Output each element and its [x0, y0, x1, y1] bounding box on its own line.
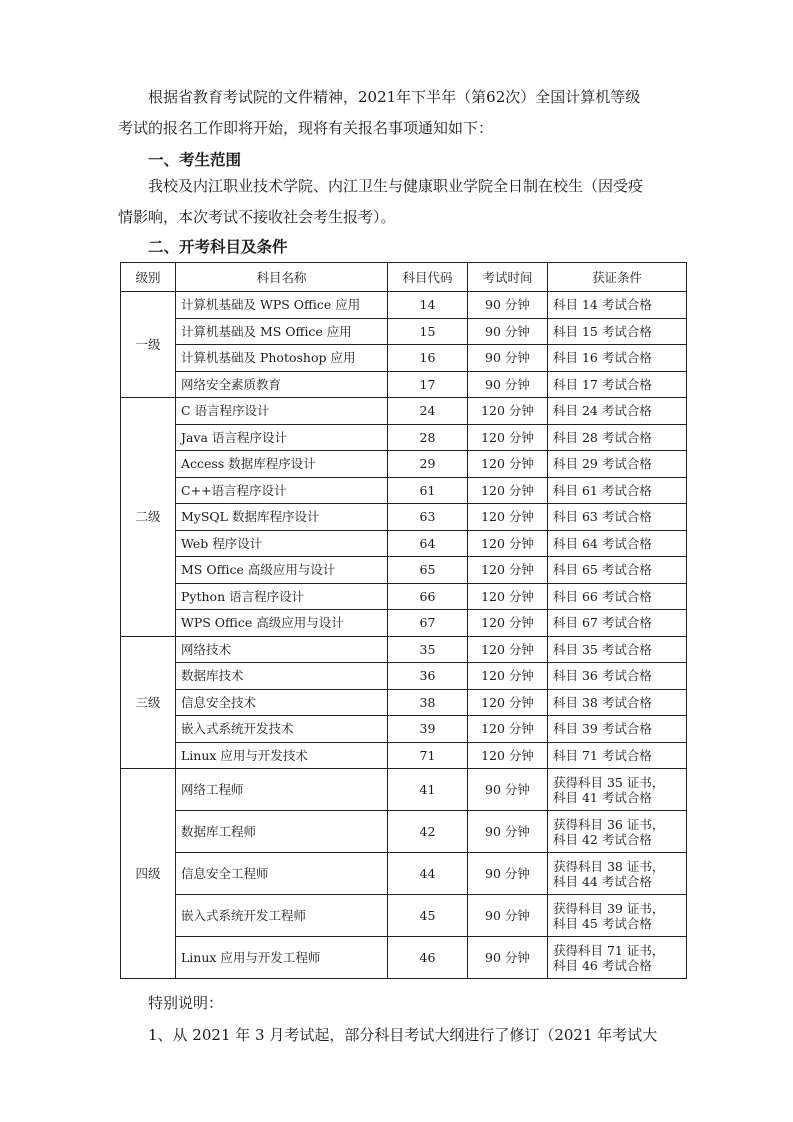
- exam-time-cell: 120 分钟: [468, 557, 548, 584]
- condition-cell: 科目 38 考试合格: [548, 689, 687, 716]
- condition-cell: 科目 16 考试合格: [548, 345, 687, 372]
- table-row: [121, 636, 687, 663]
- notes-item-1: 1、从 2021 年 3 月考试起，部分科目考试大纲进行了修订（2021 年考试大: [148, 1026, 658, 1044]
- subject-code-cell: 36: [388, 663, 468, 690]
- table-row: [121, 853, 687, 895]
- condition-cell: [548, 769, 687, 811]
- subject-code-cell: 66: [388, 583, 468, 610]
- subject-name-cell: 信息安全工程师: [176, 853, 388, 895]
- subject-code-cell: 64: [388, 530, 468, 557]
- exam-time-cell: 120 分钟: [468, 583, 548, 610]
- table-row: [121, 477, 687, 504]
- exam-time-cell: 120 分钟: [468, 530, 548, 557]
- exam-time-cell: 90 分钟: [468, 345, 548, 372]
- exam-time-cell: 120 分钟: [468, 504, 548, 531]
- subject-code-cell: 45: [388, 895, 468, 937]
- condition-line-1: 获得科目 38 证书，: [553, 858, 665, 874]
- subject-code-cell: 71: [388, 742, 468, 769]
- subject-code-cell: 14: [388, 292, 468, 319]
- subject-code-cell: 46: [388, 937, 468, 979]
- condition-cell: 科目 61 考试合格: [548, 477, 687, 504]
- table-row: [121, 663, 687, 690]
- subject-code-cell: 16: [388, 345, 468, 372]
- condition-line-2: 科目 41 考试合格: [553, 789, 652, 805]
- subject-name-cell: Python 语言程序设计: [176, 583, 388, 610]
- subject-code-cell: 35: [388, 636, 468, 663]
- condition-cell: 科目 65 考试合格: [548, 557, 687, 584]
- intro-line-1: 根据省教育考试院的文件精神，2021年下半年（第62次）全国计算机等级: [148, 88, 641, 106]
- condition-line-2: 科目 42 考试合格: [553, 831, 652, 847]
- intro-line-2: 考试的报名工作即将开始，现将有关报名事项通知如下：: [118, 119, 494, 137]
- exam-time-cell: 120 分钟: [468, 716, 548, 743]
- section-1-line-1: 我校及内江职业技术学院、内江卫生与健康职业学院全日制在校生（因受疫: [148, 177, 644, 195]
- condition-cell: 科目 67 考试合格: [548, 610, 687, 637]
- subject-name-cell: 信息安全技术: [176, 689, 388, 716]
- table-row: [121, 610, 687, 637]
- exam-time-cell: 90 分钟: [468, 371, 548, 398]
- exam-time-cell: 120 分钟: [468, 610, 548, 637]
- table-row: [121, 398, 687, 425]
- subject-name-cell: Linux 应用与开发技术: [176, 742, 388, 769]
- exam-time-cell: 120 分钟: [468, 424, 548, 451]
- condition-line-2: 科目 46 考试合格: [553, 957, 652, 973]
- exam-time-cell: 120 分钟: [468, 742, 548, 769]
- subject-code-cell: 42: [388, 811, 468, 853]
- exam-time-cell: 90 分钟: [468, 292, 548, 319]
- subject-name-cell: 数据库技术: [176, 663, 388, 690]
- condition-cell: 科目 36 考试合格: [548, 663, 687, 690]
- subject-code-cell: 38: [388, 689, 468, 716]
- subject-name-cell: Access 数据库程序设计: [176, 451, 388, 478]
- subject-name-cell: WPS Office 高级应用与设计: [176, 610, 388, 637]
- condition-cell: [548, 853, 687, 895]
- subject-name-cell: 网络技术: [176, 636, 388, 663]
- table-row: [121, 424, 687, 451]
- table-row: [121, 504, 687, 531]
- table-header-row: [121, 263, 687, 292]
- condition-cell: 科目 28 考试合格: [548, 424, 687, 451]
- exam-time-cell: 120 分钟: [468, 398, 548, 425]
- condition-cell: 科目 66 考试合格: [548, 583, 687, 610]
- condition-cell: [548, 895, 687, 937]
- table-row: [121, 716, 687, 743]
- condition-cell: 科目 39 考试合格: [548, 716, 687, 743]
- table-row: [121, 557, 687, 584]
- condition-cell: 科目 63 考试合格: [548, 504, 687, 531]
- condition-cell: 科目 17 考试合格: [548, 371, 687, 398]
- subject-code-cell: 39: [388, 716, 468, 743]
- intro-paragraph: [118, 82, 690, 144]
- subject-code-cell: 67: [388, 610, 468, 637]
- subject-name-cell: 计算机基础及 MS Office 应用: [176, 318, 388, 345]
- condition-cell: 科目 29 考试合格: [548, 451, 687, 478]
- exam-time-cell: 120 分钟: [468, 689, 548, 716]
- table-row: [121, 583, 687, 610]
- section-1-heading: 一、考生范围: [148, 151, 242, 169]
- exam-time-cell: 120 分钟: [468, 477, 548, 504]
- header-subject-name: 科目名称: [176, 263, 388, 292]
- condition-cell: 科目 64 考试合格: [548, 530, 687, 557]
- section-1-line-2: 情影响，本次考试不接收社会考生报考）。: [118, 208, 396, 226]
- subject-name-cell: 嵌入式系统开发技术: [176, 716, 388, 743]
- level-cell: 四级: [121, 769, 176, 979]
- level-cell: 二级: [121, 398, 176, 637]
- section-2-heading: 二、开考科目及条件: [148, 238, 288, 256]
- subject-code-cell: 63: [388, 504, 468, 531]
- condition-cell: 科目 14 考试合格: [548, 292, 687, 319]
- subject-code-cell: 61: [388, 477, 468, 504]
- header-subject-code: 科目代码: [388, 263, 468, 292]
- subject-code-cell: 41: [388, 769, 468, 811]
- header-level: 级别: [121, 263, 176, 292]
- condition-cell: 科目 71 考试合格: [548, 742, 687, 769]
- table-row: [121, 742, 687, 769]
- subject-name-cell: 数据库工程师: [176, 811, 388, 853]
- subject-name-cell: MS Office 高级应用与设计: [176, 557, 388, 584]
- subject-name-cell: MySQL 数据库程序设计: [176, 504, 388, 531]
- exam-time-cell: 120 分钟: [468, 636, 548, 663]
- condition-line-1: 获得科目 39 证书，: [553, 900, 665, 916]
- subject-code-cell: 17: [388, 371, 468, 398]
- subject-code-cell: 44: [388, 853, 468, 895]
- level-cell: 一级: [121, 292, 176, 398]
- subject-name-cell: 计算机基础及 WPS Office 应用: [176, 292, 388, 319]
- condition-cell: 科目 15 考试合格: [548, 318, 687, 345]
- table-row: [121, 689, 687, 716]
- subject-code-cell: 29: [388, 451, 468, 478]
- condition-cell: [548, 811, 687, 853]
- subject-name-cell: Linux 应用与开发工程师: [176, 937, 388, 979]
- condition-line-1: 获得科目 35 证书，: [553, 774, 665, 790]
- exam-subjects-table: [120, 262, 687, 979]
- exam-time-cell: 90 分钟: [468, 853, 548, 895]
- condition-cell: 科目 35 考试合格: [548, 636, 687, 663]
- condition-line-1: 获得科目 36 证书，: [553, 816, 665, 832]
- condition-line-1: 获得科目 71 证书，: [553, 942, 665, 958]
- subject-code-cell: 24: [388, 398, 468, 425]
- level-cell: 三级: [121, 636, 176, 769]
- exam-time-cell: 120 分钟: [468, 663, 548, 690]
- condition-cell: [548, 937, 687, 979]
- condition-line-2: 科目 44 考试合格: [553, 873, 652, 889]
- table-row: [121, 811, 687, 853]
- exam-time-cell: 90 分钟: [468, 769, 548, 811]
- header-exam-time: 考试时间: [468, 263, 548, 292]
- condition-line-2: 科目 45 考试合格: [553, 915, 652, 931]
- subject-name-cell: 嵌入式系统开发工程师: [176, 895, 388, 937]
- condition-cell: 科目 24 考试合格: [548, 398, 687, 425]
- subject-name-cell: Java 语言程序设计: [176, 424, 388, 451]
- table-row: [121, 451, 687, 478]
- exam-time-cell: 90 分钟: [468, 895, 548, 937]
- exam-time-cell: 90 分钟: [468, 937, 548, 979]
- subject-code-cell: 28: [388, 424, 468, 451]
- subject-name-cell: 网络工程师: [176, 769, 388, 811]
- table-row: [121, 937, 687, 979]
- exam-time-cell: 90 分钟: [468, 318, 548, 345]
- subject-name-cell: C++语言程序设计: [176, 477, 388, 504]
- subject-name-cell: Web 程序设计: [176, 530, 388, 557]
- header-certificate-condition: 获证条件: [548, 263, 687, 292]
- subject-name-cell: 计算机基础及 Photoshop 应用: [176, 345, 388, 372]
- table-row: [121, 318, 687, 345]
- table-row: [121, 769, 687, 811]
- table-row: [121, 895, 687, 937]
- table-row: [121, 371, 687, 398]
- subject-name-cell: C 语言程序设计: [176, 398, 388, 425]
- table-row: [121, 292, 687, 319]
- subject-name-cell: 网络安全素质教育: [176, 371, 388, 398]
- subject-code-cell: 15: [388, 318, 468, 345]
- table-row: [121, 530, 687, 557]
- exam-time-cell: 90 分钟: [468, 811, 548, 853]
- subject-code-cell: 65: [388, 557, 468, 584]
- exam-time-cell: 120 分钟: [468, 451, 548, 478]
- notes-title: 特别说明：: [148, 994, 224, 1012]
- section-1-paragraph: [118, 171, 690, 233]
- table-row: [121, 345, 687, 372]
